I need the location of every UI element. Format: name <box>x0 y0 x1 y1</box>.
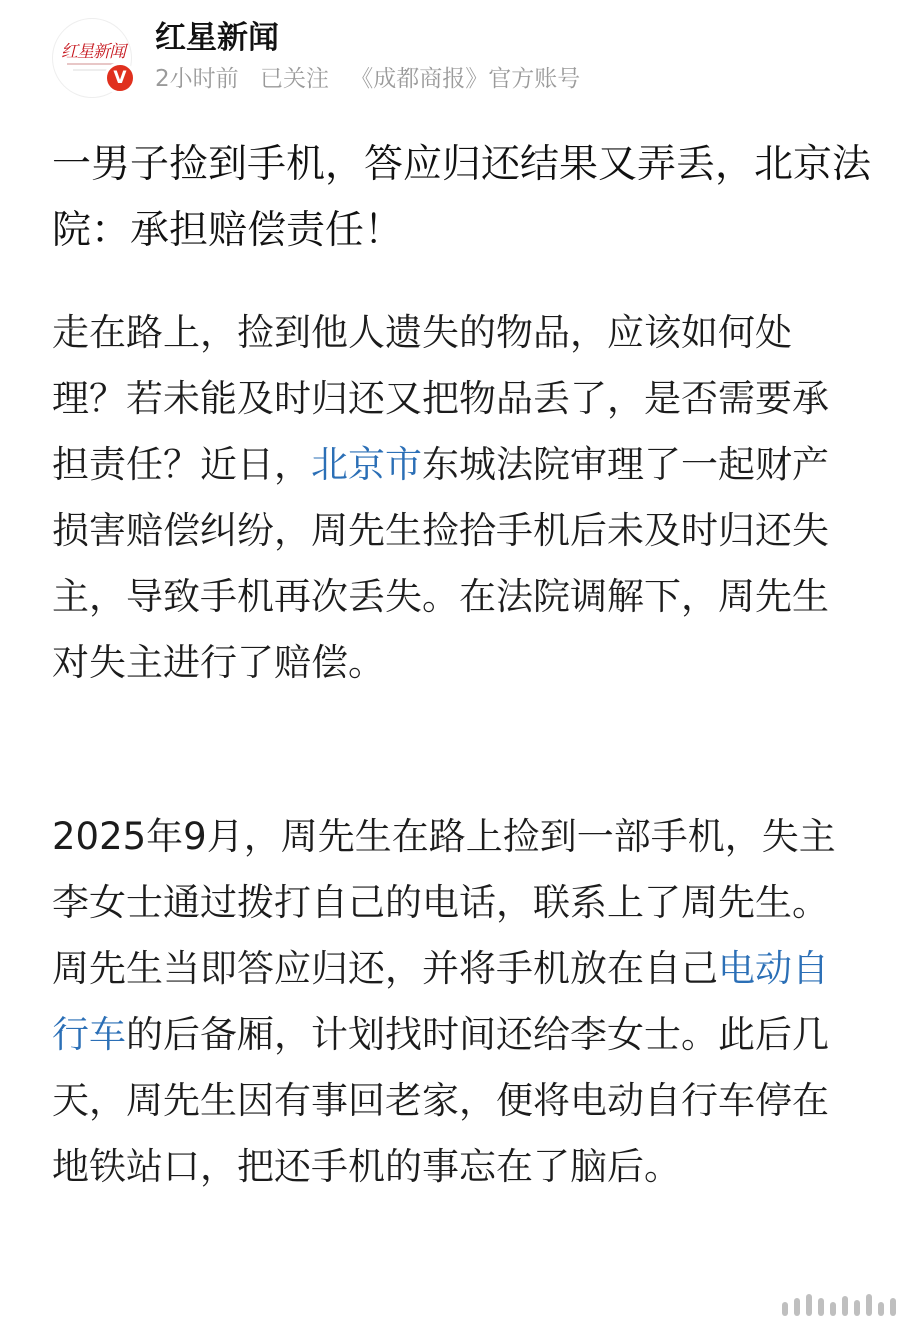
bar <box>806 1294 812 1316</box>
post-meta <box>155 60 594 93</box>
paragraph-text: 2025年9月，周先生在路上捡到一部手机，失主李女士通过拨打自己的电话，联系上了周先生。周先生当即答应归还，并将手机放在自己 <box>52 815 836 990</box>
article-paragraph <box>52 804 852 1200</box>
bar <box>794 1298 800 1316</box>
paragraph-text: 走在路上，捡到他人遗失的物品，应该如何处理？若未能及时归还又把物品丢了，是否需要承担责任？近日， <box>52 311 829 486</box>
paragraph-text: 东城法院审理了一起财产损害赔偿纠纷，周先生捡拾手机后未及时归还失主，导致手机再次丢失。在法院调解下，周先生对失主进行了赔偿。 <box>52 443 829 684</box>
bar <box>890 1298 896 1316</box>
keyword-link[interactable]: 电动自行车 <box>52 947 829 1056</box>
article-title: 一男子捡到手机，答应归还结果又弄丢，北京法院：承担赔偿责任！ <box>52 142 872 253</box>
post-time: 2小时前 <box>155 66 239 92</box>
account-name[interactable]: 红星新闻 <box>155 20 279 56</box>
account-source: 《成都商报》官方账号 <box>350 66 581 92</box>
article-header <box>0 0 922 110</box>
keyword-link[interactable]: 北京市 <box>311 443 422 486</box>
paragraph-text: 的后备厢，计划找时间还给李女士。此后几天，周先生因有事回老家，便将电动自行车停在地铁站口，把还手机的事忘在了脑后。 <box>52 1013 829 1188</box>
bar <box>878 1302 884 1316</box>
follow-status[interactable]: 已关注 <box>259 66 329 92</box>
bar <box>830 1302 836 1316</box>
bar <box>842 1296 848 1316</box>
article-paragraph <box>52 300 852 696</box>
logo-text: 红星新闻 <box>61 42 125 62</box>
account-avatar[interactable] <box>52 18 136 98</box>
loading-bars-icon <box>782 1290 902 1316</box>
bar <box>854 1300 860 1316</box>
bar <box>782 1302 788 1316</box>
bar <box>818 1298 824 1316</box>
verified-badge-icon: V <box>104 62 136 94</box>
bar <box>866 1294 872 1316</box>
